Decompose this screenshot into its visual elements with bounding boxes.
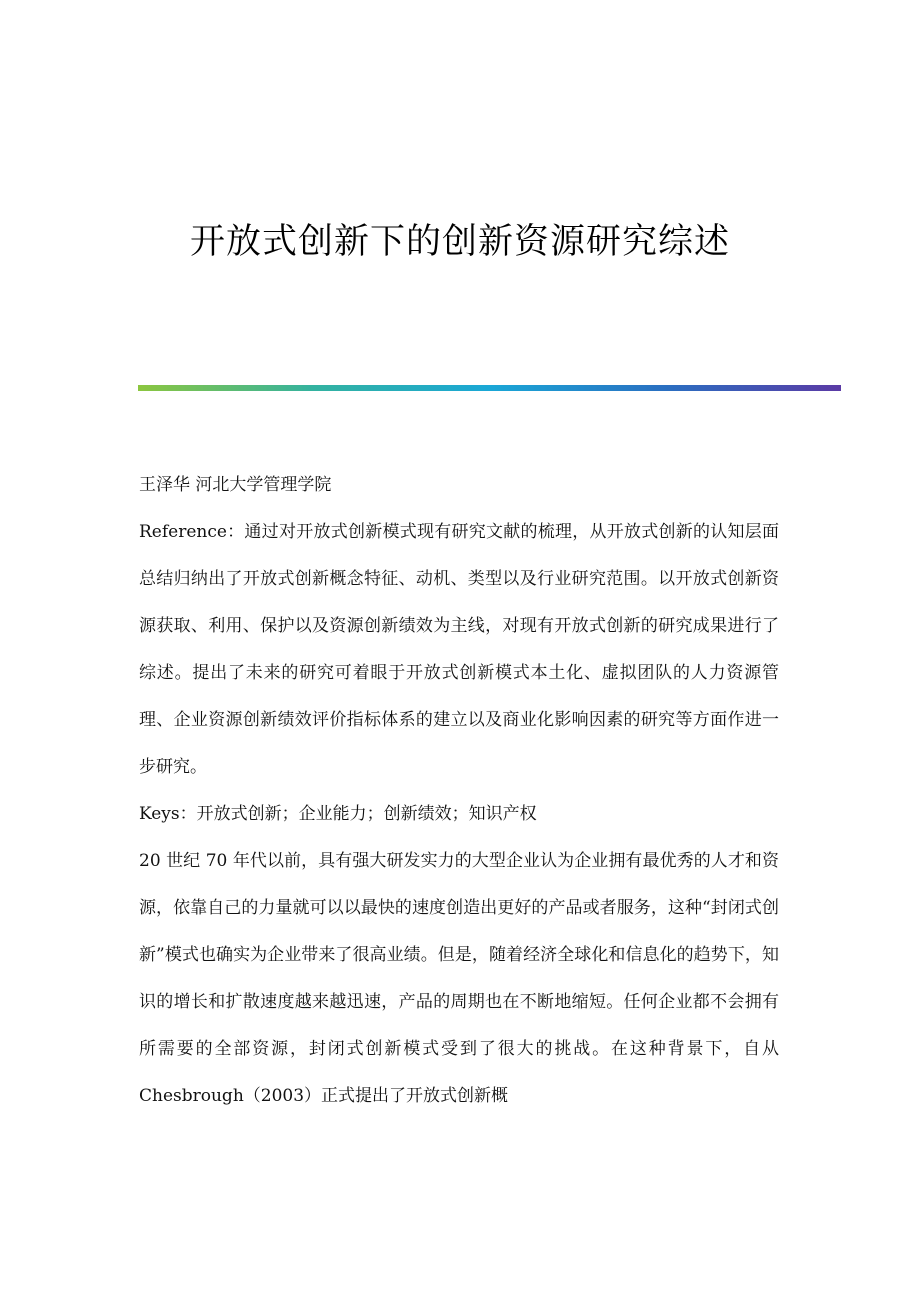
body-paragraph: 20 世纪 70 年代以前，具有强大研发实力的大型企业认为企业拥有最优秀的人才和资源，依靠自己的力量就可以以最快的速度创造出更好的产品或者服务，这种“封闭式创新”模式也确实为企业带来了很高业绩。但是，随着经济全球化和信息化的趋势下，知识的增长和扩散速度越来越迅速，产品的周期也在不断地缩短。任何企业都不会拥有所需要的全部资源，封闭式创新模式受到了很大的挑战。在这种背景下，自从 Chesbrough（2003）正式提出了开放式创新概 bbox=[139, 851, 779, 1106]
keywords-line: Keys：开放式创新；企业能力；创新绩效；知识产权 bbox=[139, 804, 537, 824]
abstract-paragraph: Reference：通过对开放式创新模式现有研究文献的梳理，从开放式创新的认知层面总结归纳出了开放式创新概念特征、动机、类型以及行业研究范围。以开放式创新资源获取、利用、保护以及资源创新绩效为主线，对现有开放式创新的研究成果进行了综述。提出了未来的研究可着眼于开放式创新模式本土化、虚拟团队的人力资源管理、企业资源创新绩效评价指标体系的建立以及商业化影响因素的研究等方面作进一步研究。 bbox=[139, 522, 779, 777]
document-body bbox=[139, 462, 779, 1120]
document-title: 开放式创新下的创新资源研究综述 bbox=[189, 222, 730, 262]
author-affiliation: 王泽华 河北大学管理学院 bbox=[139, 475, 332, 495]
decorative-gradient-rule bbox=[138, 385, 841, 391]
